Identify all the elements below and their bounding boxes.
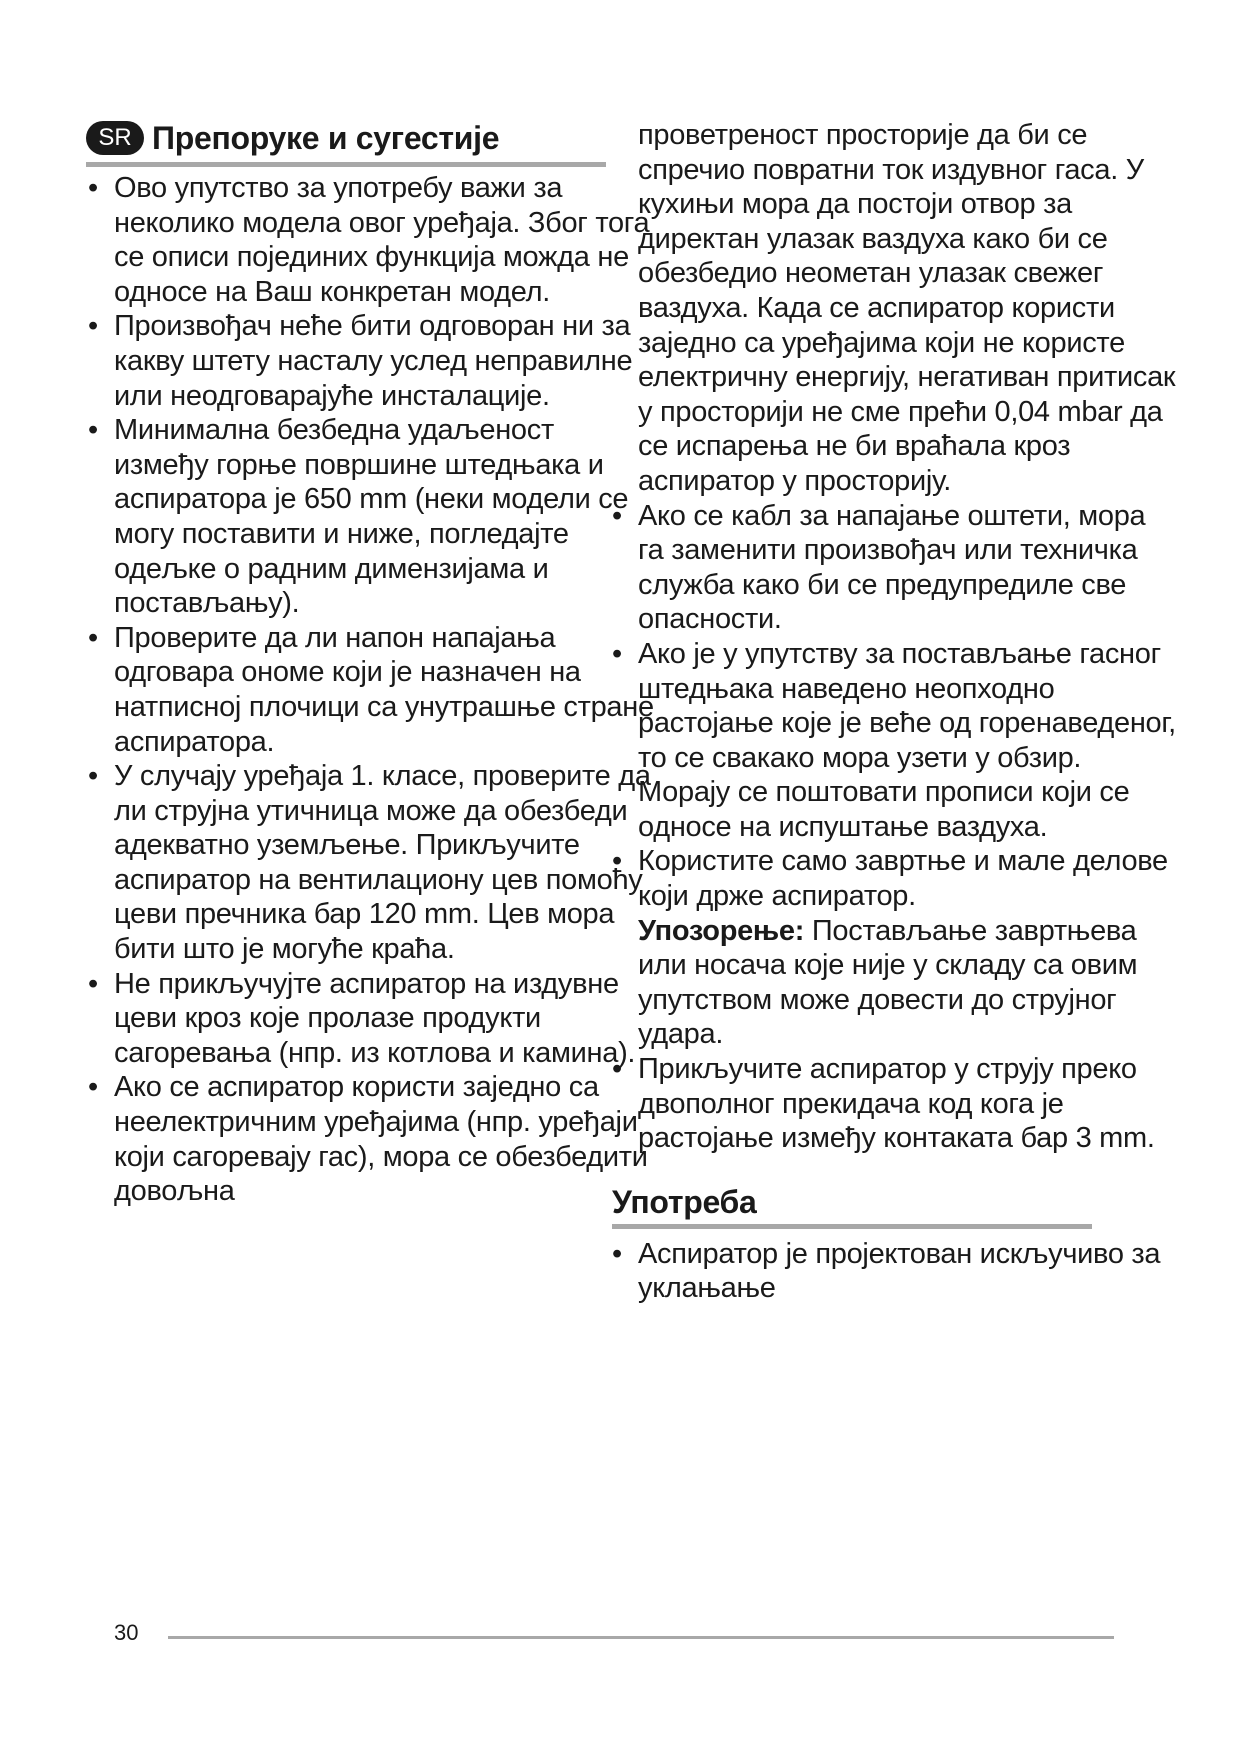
page-number: 30 — [114, 1620, 139, 1645]
warning-block — [638, 914, 1178, 1052]
usage-list — [638, 1237, 1178, 1306]
list-item: • Проверите да ли напон напајања одговара ономе који је назначен на натписној плочици са унутрашње стране аспиратора. — [114, 621, 654, 759]
list-item: • Ако се кабл за напајање оштети, мора га заменити произвођач или техничка служба како би се предупредиле све опасности. — [638, 499, 1178, 637]
warning-label: Упозорење: — [638, 914, 805, 947]
list-item: • Ако се аспиратор користи заједно са неелектричним уређајима (нпр. уређаји који сагоревају гас), мора се обезбедити довољна — [114, 1070, 654, 1208]
section-title: Препоруке и сугестије — [152, 120, 500, 156]
list-item: • Не прикључујте аспиратор на издувне цеви кроз које пролазе продукти сагоревања (нпр. из котлова и камина). — [114, 967, 654, 1071]
list-item: • У случају уређаја 1. класе, проверите да ли струјна утичница може да обезбеди адекватно уземљење. Прикључите аспиратор на вентилациону цев помоћу цеви пречника бар 120 mm. Цев мора бити што је могуће краћа. — [114, 759, 654, 967]
language-badge: SR — [86, 121, 144, 155]
recommendations-list — [114, 171, 654, 1209]
list-item: • Произвођач неће бити одговоран ни за какву штету насталу услед неправилне или неодговарајуће инсталације. — [114, 309, 654, 413]
list-item: • Минимална безбедна удаљеност између горње површине штедњака и аспиратора је 650 mm (неки модели се могу поставити и ниже, погледајте одељке о радним димензијама и постављању). — [114, 413, 654, 621]
list-item — [638, 844, 1178, 1052]
screws-text: • Користите само завртње и мале делове који држе аспиратор. — [638, 845, 1168, 913]
list-item: • Ако је у упутству за постављање гасног штедњака наведено неопходно растојање које је веће од горенаведеног, то се свакако мора узети у обзир. Морају се поштовати прописи који се односе на испуштање ваздуха. — [638, 637, 1178, 845]
usage-heading: Употреба — [612, 1182, 1092, 1229]
list-item-continuation: проветреност просторије да би се спречио повратни ток издувног гаса. У кухињи мора да постоји отвор за директан улазак ваздуха како би се обезбедио неометан улазак свежег ваздуха. Када се аспиратор користи заједно са уређајима који не користе електричну енергију, негативан притисак у просторији не сме прећи 0,04 mbar да се испарења не би враћала кроз аспиратор у просторију. — [638, 119, 1176, 497]
list-item: • Аспиратор је пројектован искључиво за уклањање — [638, 1237, 1178, 1306]
footer-divider — [168, 1636, 1114, 1639]
right-column — [612, 118, 1178, 1306]
list-item: • Прикључите аспиратор у струју преко двополног прекидача код кога је растојање између контаката бар 3 mm. — [638, 1052, 1178, 1156]
section-heading — [86, 118, 606, 167]
recommendations-list-continued — [638, 118, 1178, 1156]
list-item: • Ово упутство за употребу важи за неколико модела овог уређаја. Због тога се описи појединих функција можда не односе на Ваш конкретан модел. — [114, 171, 654, 309]
warning-text: Постављање завртњева или носача које није у складу са овим упутством може довести до струјног удара. — [638, 914, 1138, 1051]
left-column — [98, 118, 654, 1209]
